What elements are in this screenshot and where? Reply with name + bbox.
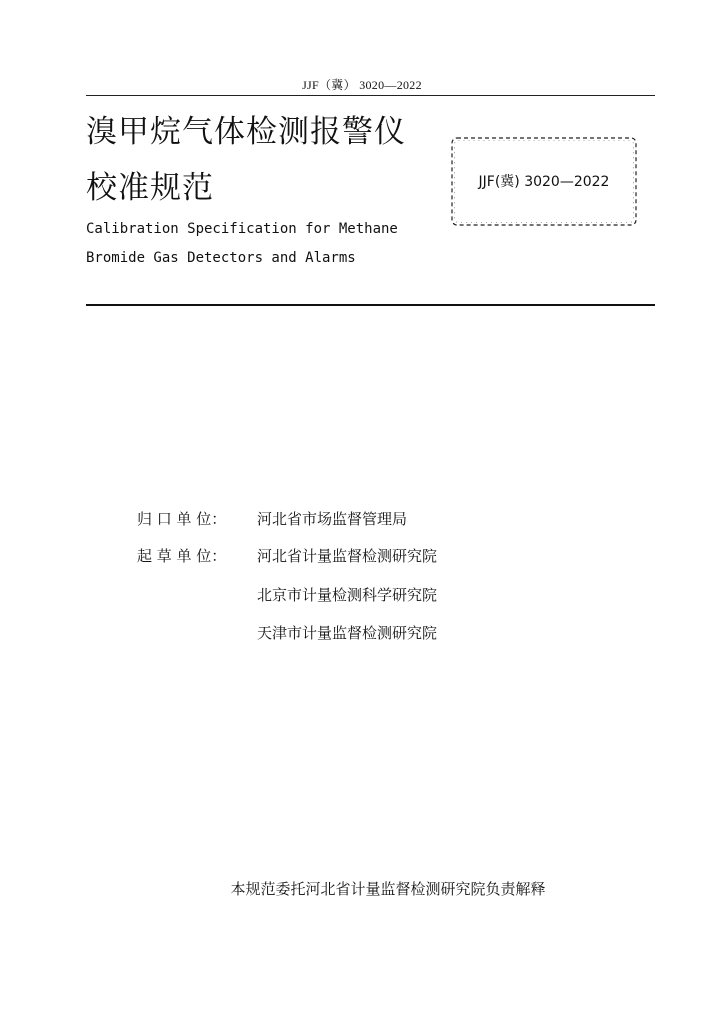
drafting-unit-row xyxy=(137,545,437,566)
standard-code-frame xyxy=(449,135,639,228)
responsible-unit-label: 归 口 单 位： xyxy=(137,510,227,528)
drafting-unit-value: 河北省计量监督检测研究院 xyxy=(257,547,438,565)
standard-code-label: JJF(冀) 3020—2022 xyxy=(478,174,610,190)
document-title-line-1: 溴甲烷气体检测报警仪 xyxy=(86,114,406,150)
header-standard-code: JJF（冀） 3020—2022 xyxy=(302,78,422,92)
header-divider xyxy=(86,95,655,96)
drafting-unit-row xyxy=(257,622,437,643)
title-divider xyxy=(86,304,655,306)
responsible-unit-row xyxy=(137,508,407,529)
responsible-unit-value: 河北省市场监督管理局 xyxy=(257,510,408,528)
interpretation-note: 本规范委托河北省计量监督检测研究院负责解释 xyxy=(230,880,546,898)
drafting-unit-value: 天津市计量监督检测研究院 xyxy=(257,624,438,642)
drafting-unit-row xyxy=(257,584,437,605)
english-title-line-1: Calibration Specification for Methane xyxy=(86,221,398,237)
document-title-line-2: 校准规范 xyxy=(86,170,214,206)
drafting-unit-label: 起 草 单 位： xyxy=(137,547,227,565)
drafting-unit-value: 北京市计量检测科学研究院 xyxy=(257,586,438,604)
english-title-line-2: Bromide Gas Detectors and Alarms xyxy=(86,250,356,266)
